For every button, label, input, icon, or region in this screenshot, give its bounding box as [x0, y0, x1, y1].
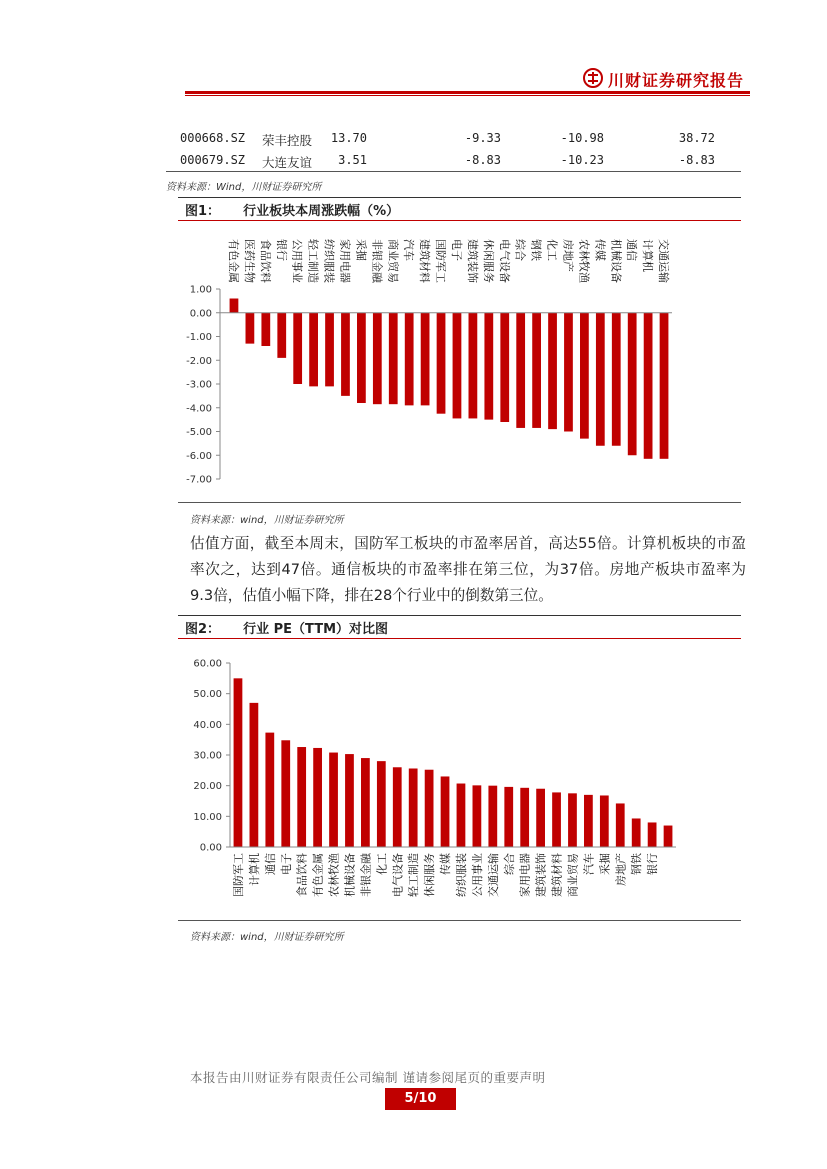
bar: [309, 313, 318, 387]
bar: [265, 733, 274, 847]
stock-code: 000668.SZ: [180, 131, 246, 145]
figure-title-top-rule: [178, 615, 741, 616]
y-tick-label: -6.00: [186, 450, 212, 462]
category-label: 建筑装饰: [465, 239, 479, 283]
category-label: 通信: [625, 239, 639, 261]
header-rule-thin: [185, 95, 750, 96]
figure2-label: 图2：: [185, 622, 221, 637]
category-label: 医药生物: [242, 239, 256, 283]
category-label: 化工: [375, 853, 389, 875]
figure-title-bottom-rule: [178, 220, 741, 221]
bar: [421, 313, 430, 406]
bar: [536, 789, 545, 847]
table-bottom-rule: [166, 171, 741, 172]
category-label: 建筑材料: [550, 853, 564, 897]
bar: [616, 803, 625, 847]
table-cell: 3.51: [338, 153, 367, 167]
bar: [484, 313, 493, 420]
table-cell: 38.72: [678, 131, 715, 145]
category-label: 电子: [449, 239, 463, 261]
figure-title-bottom-rule: [178, 638, 741, 639]
figure1-source-note: 资料来源：wind，川财证券研究所: [190, 515, 344, 526]
bar: [596, 313, 605, 446]
bar: [612, 313, 621, 446]
table-row: [180, 131, 740, 151]
category-label: 国防军工: [231, 853, 245, 897]
category-label: 有色金属: [226, 239, 240, 283]
table-cell: -10.98: [560, 131, 604, 145]
category-label: 银行: [646, 853, 660, 875]
category-label: 传媒: [593, 239, 607, 261]
category-label: 银行: [274, 239, 288, 261]
bar: [548, 313, 557, 429]
category-label: 食品饮料: [295, 853, 309, 897]
table-cell: 13.70: [330, 131, 367, 145]
category-label: 电气设备: [497, 239, 511, 283]
category-label: 轻工制造: [407, 853, 421, 897]
table-cell: -8.83: [678, 153, 715, 167]
stock-name: 大连友谊: [262, 155, 313, 170]
bar: [373, 313, 382, 404]
category-label: 电气设备: [391, 853, 405, 897]
bar: [377, 761, 386, 847]
category-label: 建筑装饰: [534, 853, 548, 897]
bar: [644, 313, 653, 459]
y-tick-label: 10.00: [193, 811, 222, 823]
company-logo-icon: [583, 68, 603, 88]
category-label: 房地产: [561, 239, 575, 272]
figure-title-top-rule: [178, 197, 741, 198]
y-tick-label: -2.00: [186, 355, 212, 367]
bar: [277, 313, 286, 358]
bar: [600, 795, 609, 847]
figure2-title: [185, 618, 388, 637]
bar: [664, 826, 673, 847]
bar: [520, 788, 529, 847]
category-label: 非银金融: [370, 239, 384, 283]
bar: [441, 776, 450, 847]
figure2-bottom-rule: [178, 920, 741, 921]
bar: [504, 787, 513, 847]
report-header-title: 川财证券研究报告: [608, 71, 745, 90]
bar: [345, 754, 354, 847]
category-label: 纺织服装: [322, 239, 336, 283]
table-row: [180, 153, 740, 173]
y-tick-label: -5.00: [186, 427, 212, 438]
category-label: 农林牧渔: [327, 853, 341, 897]
category-label: 化工: [545, 239, 559, 261]
category-label: 公用事业: [470, 853, 484, 897]
category-label: 房地产: [614, 853, 628, 886]
category-label: 公用事业: [290, 239, 304, 283]
table-cell: -8.83: [464, 153, 501, 167]
category-label: 计算机: [641, 239, 655, 272]
page-number: 5/10: [385, 1088, 456, 1110]
category-label: 交通运输: [486, 853, 500, 897]
bar: [469, 313, 478, 419]
category-label: 采掘: [354, 239, 368, 261]
bar: [552, 792, 561, 847]
bar: [246, 313, 255, 344]
table-cell: -10.23: [560, 153, 604, 167]
stock-name: 荣丰控股: [262, 133, 313, 148]
bar: [341, 313, 350, 396]
bar: [393, 767, 402, 847]
bar: [293, 313, 302, 384]
category-label: 电子: [279, 853, 293, 875]
bar: [500, 313, 509, 422]
category-label: 休闲服务: [481, 239, 495, 283]
bar: [568, 793, 577, 847]
header-rule: [185, 91, 750, 94]
category-label: 通信: [263, 853, 277, 875]
category-label: 钢铁: [529, 239, 543, 261]
category-label: 商业贸易: [386, 239, 400, 283]
y-tick-label: -3.00: [186, 379, 212, 391]
category-label: 传媒: [439, 853, 453, 875]
bar: [564, 313, 573, 432]
bar: [532, 313, 541, 428]
category-label: 建筑材料: [418, 239, 432, 283]
industry-pe-chart: [178, 645, 741, 917]
category-label: 机械设备: [609, 239, 623, 283]
bar: [425, 770, 434, 847]
bar: [584, 795, 593, 847]
bar: [234, 678, 243, 847]
table-source-note: 资料来源：Wind，川财证券研究所: [166, 182, 322, 193]
category-label: 有色金属: [311, 853, 325, 897]
category-label: 家用电器: [518, 853, 532, 897]
category-label: 综合: [513, 239, 527, 261]
bar: [488, 786, 497, 847]
category-label: 纺织服装: [454, 853, 468, 897]
category-label: 汽车: [582, 853, 596, 875]
bar: [361, 758, 370, 847]
y-tick-label: 50.00: [193, 689, 222, 701]
y-tick-label: 60.00: [193, 658, 222, 670]
valuation-paragraph: 估值方面，截至本周末，国防军工板块的市盈率居首，高达55倍。计算机板块的市盈率次之，达到47倍。通信板块的市盈率排在第三位，为37倍。房地产板块市盈率为9.3倍，估值小幅下降，排在28个行业中的倒数第三位。: [190, 535, 746, 604]
bar: [389, 313, 398, 404]
bar: [313, 748, 322, 847]
figure2-title-bar: [178, 615, 741, 639]
bar: [409, 768, 418, 847]
bar: [437, 313, 446, 414]
figure2-title-text: 行业 PE（TTM）对比图: [243, 622, 389, 637]
y-tick-label: 40.00: [193, 719, 222, 731]
y-tick-label: 0.00: [199, 842, 222, 854]
bar: [516, 313, 525, 428]
footer-disclaimer: 本报告由川财证券有限责任公司编制 谨请参阅尾页的重要声明: [190, 1070, 546, 1085]
figure2-source-note: 资料来源：wind，川财证券研究所: [190, 932, 344, 943]
bar: [297, 747, 306, 847]
category-label: 采掘: [598, 853, 612, 875]
bar: [660, 313, 669, 459]
bar: [281, 740, 290, 847]
y-tick-label: 30.00: [193, 750, 222, 762]
bar: [250, 703, 259, 847]
figure1-title-bar: [178, 197, 741, 221]
industry-weekly-change-chart: [178, 225, 741, 500]
figure1-title-text: 行业板块本周涨跌幅（%）: [243, 204, 400, 219]
stock-code: 000679.SZ: [180, 153, 246, 167]
figure1-title: [185, 200, 399, 219]
y-tick-label: 20.00: [193, 781, 222, 793]
figure1-bottom-rule: [178, 502, 741, 503]
bar: [580, 313, 589, 439]
y-tick-label: 0.00: [189, 308, 212, 320]
figure1-label: 图1：: [185, 204, 221, 219]
category-label: 机械设备: [343, 853, 357, 897]
bar: [230, 299, 239, 313]
category-label: 休闲服务: [423, 853, 437, 897]
category-label: 计算机: [247, 853, 261, 886]
y-tick-label: -4.00: [186, 403, 212, 415]
bar: [648, 822, 657, 847]
category-label: 非银金融: [359, 853, 373, 897]
bar: [473, 785, 482, 847]
category-label: 商业贸易: [566, 853, 580, 897]
table-cell: -9.33: [464, 131, 501, 145]
bar: [325, 313, 334, 387]
y-tick-label: -1.00: [186, 332, 212, 343]
bar: [457, 784, 466, 847]
bar: [405, 313, 414, 406]
category-label: 轻工制造: [306, 239, 320, 283]
y-tick-label: -7.00: [186, 474, 212, 486]
category-label: 汽车: [402, 239, 416, 261]
bar: [329, 753, 338, 847]
category-label: 综合: [502, 853, 516, 875]
y-tick-label: 1.00: [189, 284, 212, 296]
bar: [632, 818, 641, 847]
bar: [357, 313, 366, 403]
bar: [628, 313, 637, 456]
category-label: 交通运输: [657, 239, 671, 283]
category-label: 食品饮料: [258, 239, 272, 283]
category-label: 钢铁: [630, 853, 644, 875]
bar: [453, 313, 462, 419]
category-label: 农林牧渔: [577, 239, 591, 283]
category-label: 家用电器: [338, 239, 352, 283]
bar: [261, 313, 270, 346]
category-label: 国防军工: [434, 239, 448, 283]
